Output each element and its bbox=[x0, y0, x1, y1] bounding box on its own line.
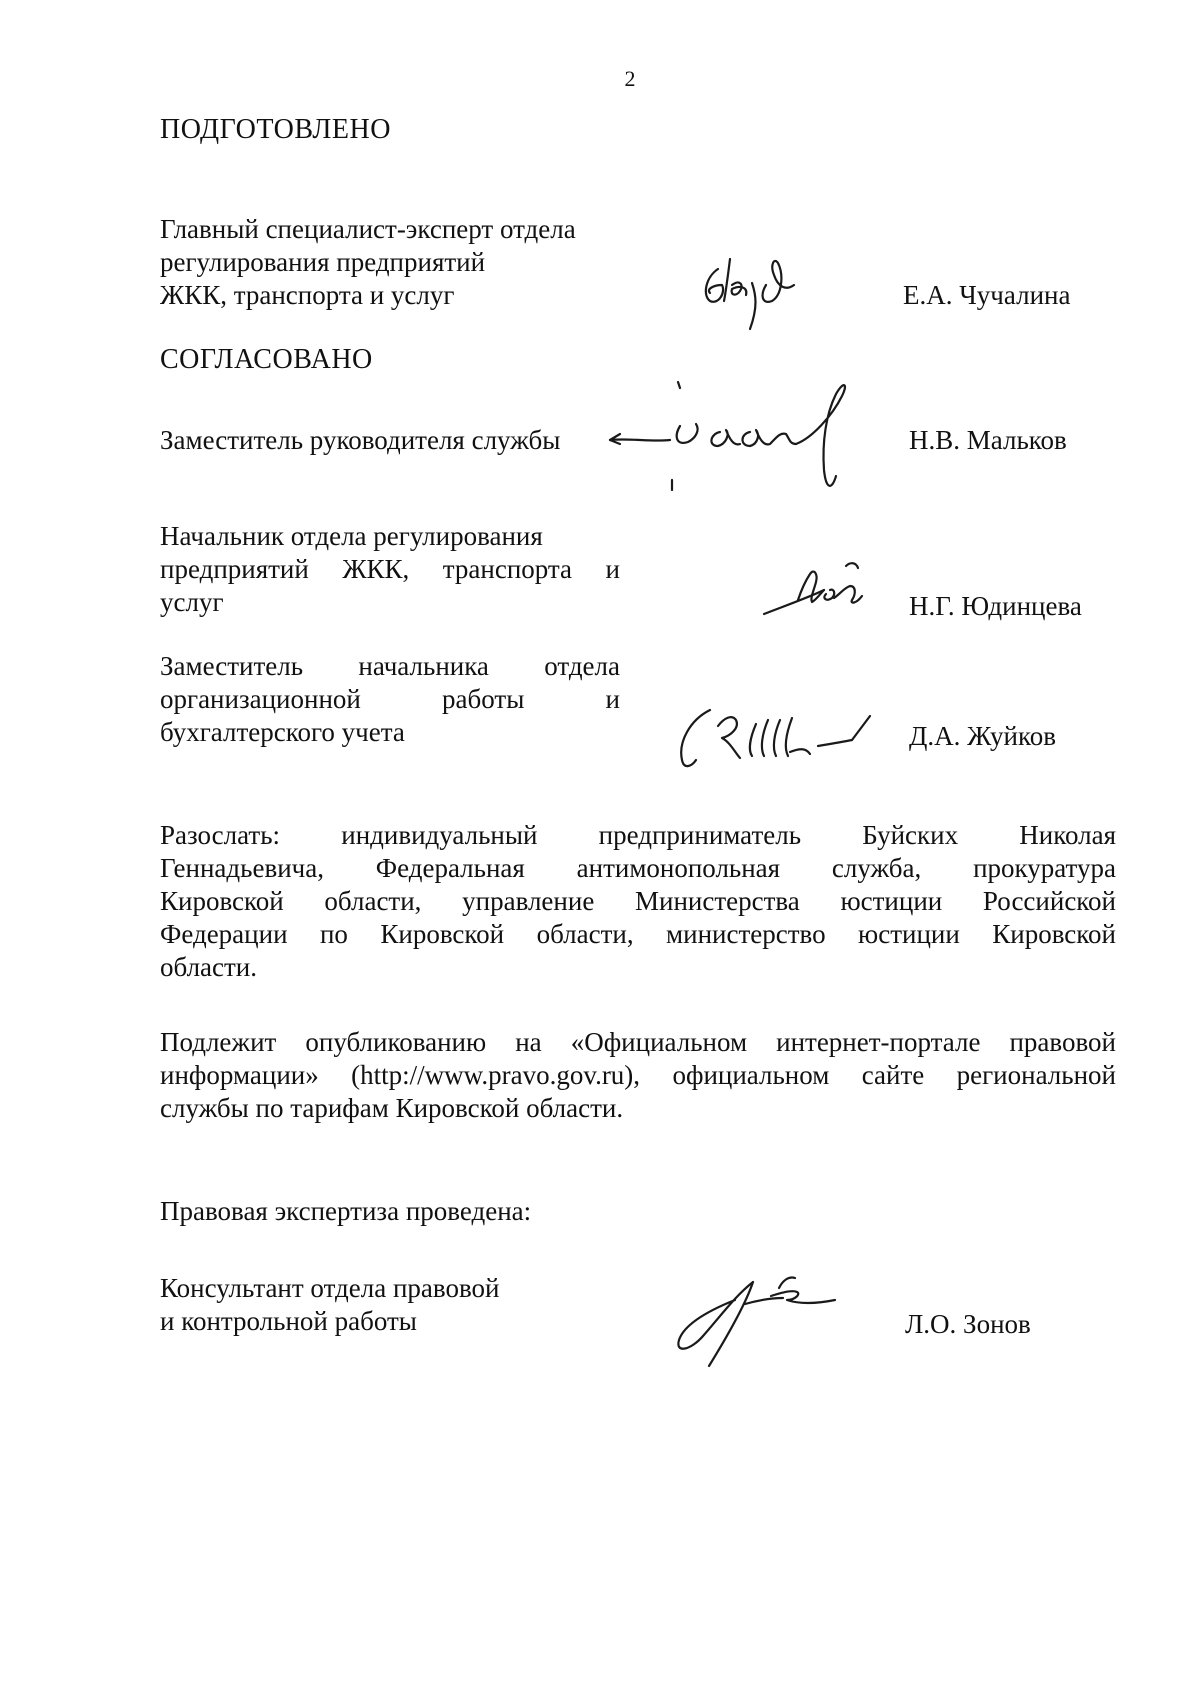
legal-review-position-line: Консультант отдела правовой bbox=[160, 1273, 500, 1303]
agreed-position-line: услуг bbox=[160, 587, 224, 617]
legal-review-position bbox=[160, 1272, 499, 1338]
prepared-position-line: ЖКК, транспорта и услуг bbox=[160, 280, 455, 310]
distribution-line: Разослать: индивидуальный предприниматель Буйских Николая bbox=[160, 820, 1116, 850]
agreed-position-line: предприятий ЖКК, транспорта и bbox=[160, 554, 620, 584]
agreed-position-line: Начальник отдела регулирования bbox=[160, 521, 543, 551]
agreed-position bbox=[160, 520, 620, 619]
prepared-name: Е.А. Чучалина bbox=[903, 280, 1071, 310]
signature-zhuykov bbox=[670, 690, 900, 780]
signature-zonov bbox=[675, 1270, 865, 1380]
legal-review-heading: Правовая экспертиза проведена: bbox=[160, 1196, 532, 1226]
distribution-line: Кировской области, управление Министерства юстиции Российской bbox=[160, 886, 1116, 916]
agreed-position bbox=[160, 650, 620, 749]
agreed-position-line: Заместитель начальника отдела bbox=[160, 651, 620, 681]
agreed-name: Д.А. Жуйков bbox=[909, 721, 1056, 751]
agreed-name: Н.Г. Юдинцева bbox=[909, 591, 1082, 621]
prepared-position-line: Главный специалист-эксперт отдела bbox=[160, 214, 576, 244]
agreed-heading: СОГЛАСОВАНО bbox=[160, 344, 373, 375]
prepared-heading: ПОДГОТОВЛЕНО bbox=[160, 114, 391, 145]
page-number: 2 bbox=[624, 66, 636, 91]
agreed-name: Н.В. Мальков bbox=[909, 425, 1067, 455]
publication-paragraph bbox=[160, 1026, 1116, 1125]
distribution-line: Геннадьевича, Федеральная антимонопольная служба, прокуратура bbox=[160, 853, 1116, 883]
distribution-line: Федерации по Кировской области, министерство юстиции Кировской bbox=[160, 919, 1116, 949]
legal-review-position-line: и контрольной работы bbox=[160, 1306, 417, 1336]
distribution-line: области. bbox=[160, 952, 258, 982]
agreed-position-line: Заместитель руководителя службы bbox=[160, 425, 561, 455]
publication-line: службы по тарифам Кировской области. bbox=[160, 1093, 624, 1123]
publication-line: информации» (http://www.pravo.gov.ru), официальном сайте региональной bbox=[160, 1060, 1116, 1090]
distribution-paragraph bbox=[160, 819, 1116, 984]
agreed-position-line: организационной работы и bbox=[160, 684, 620, 714]
prepared-position-line: регулирования предприятий bbox=[160, 247, 486, 277]
agreed-position-line: бухгалтерского учета bbox=[160, 717, 405, 747]
legal-review-name: Л.О. Зонов bbox=[905, 1309, 1031, 1339]
prepared-position bbox=[160, 213, 576, 312]
publication-line: Подлежит опубликованию на «Официальном интернет-портале правовой bbox=[160, 1027, 1116, 1057]
signature-malkov bbox=[600, 380, 900, 510]
signature-chuchalina bbox=[700, 255, 810, 335]
agreed-position bbox=[160, 424, 560, 457]
signature-yudintseva bbox=[760, 560, 880, 620]
